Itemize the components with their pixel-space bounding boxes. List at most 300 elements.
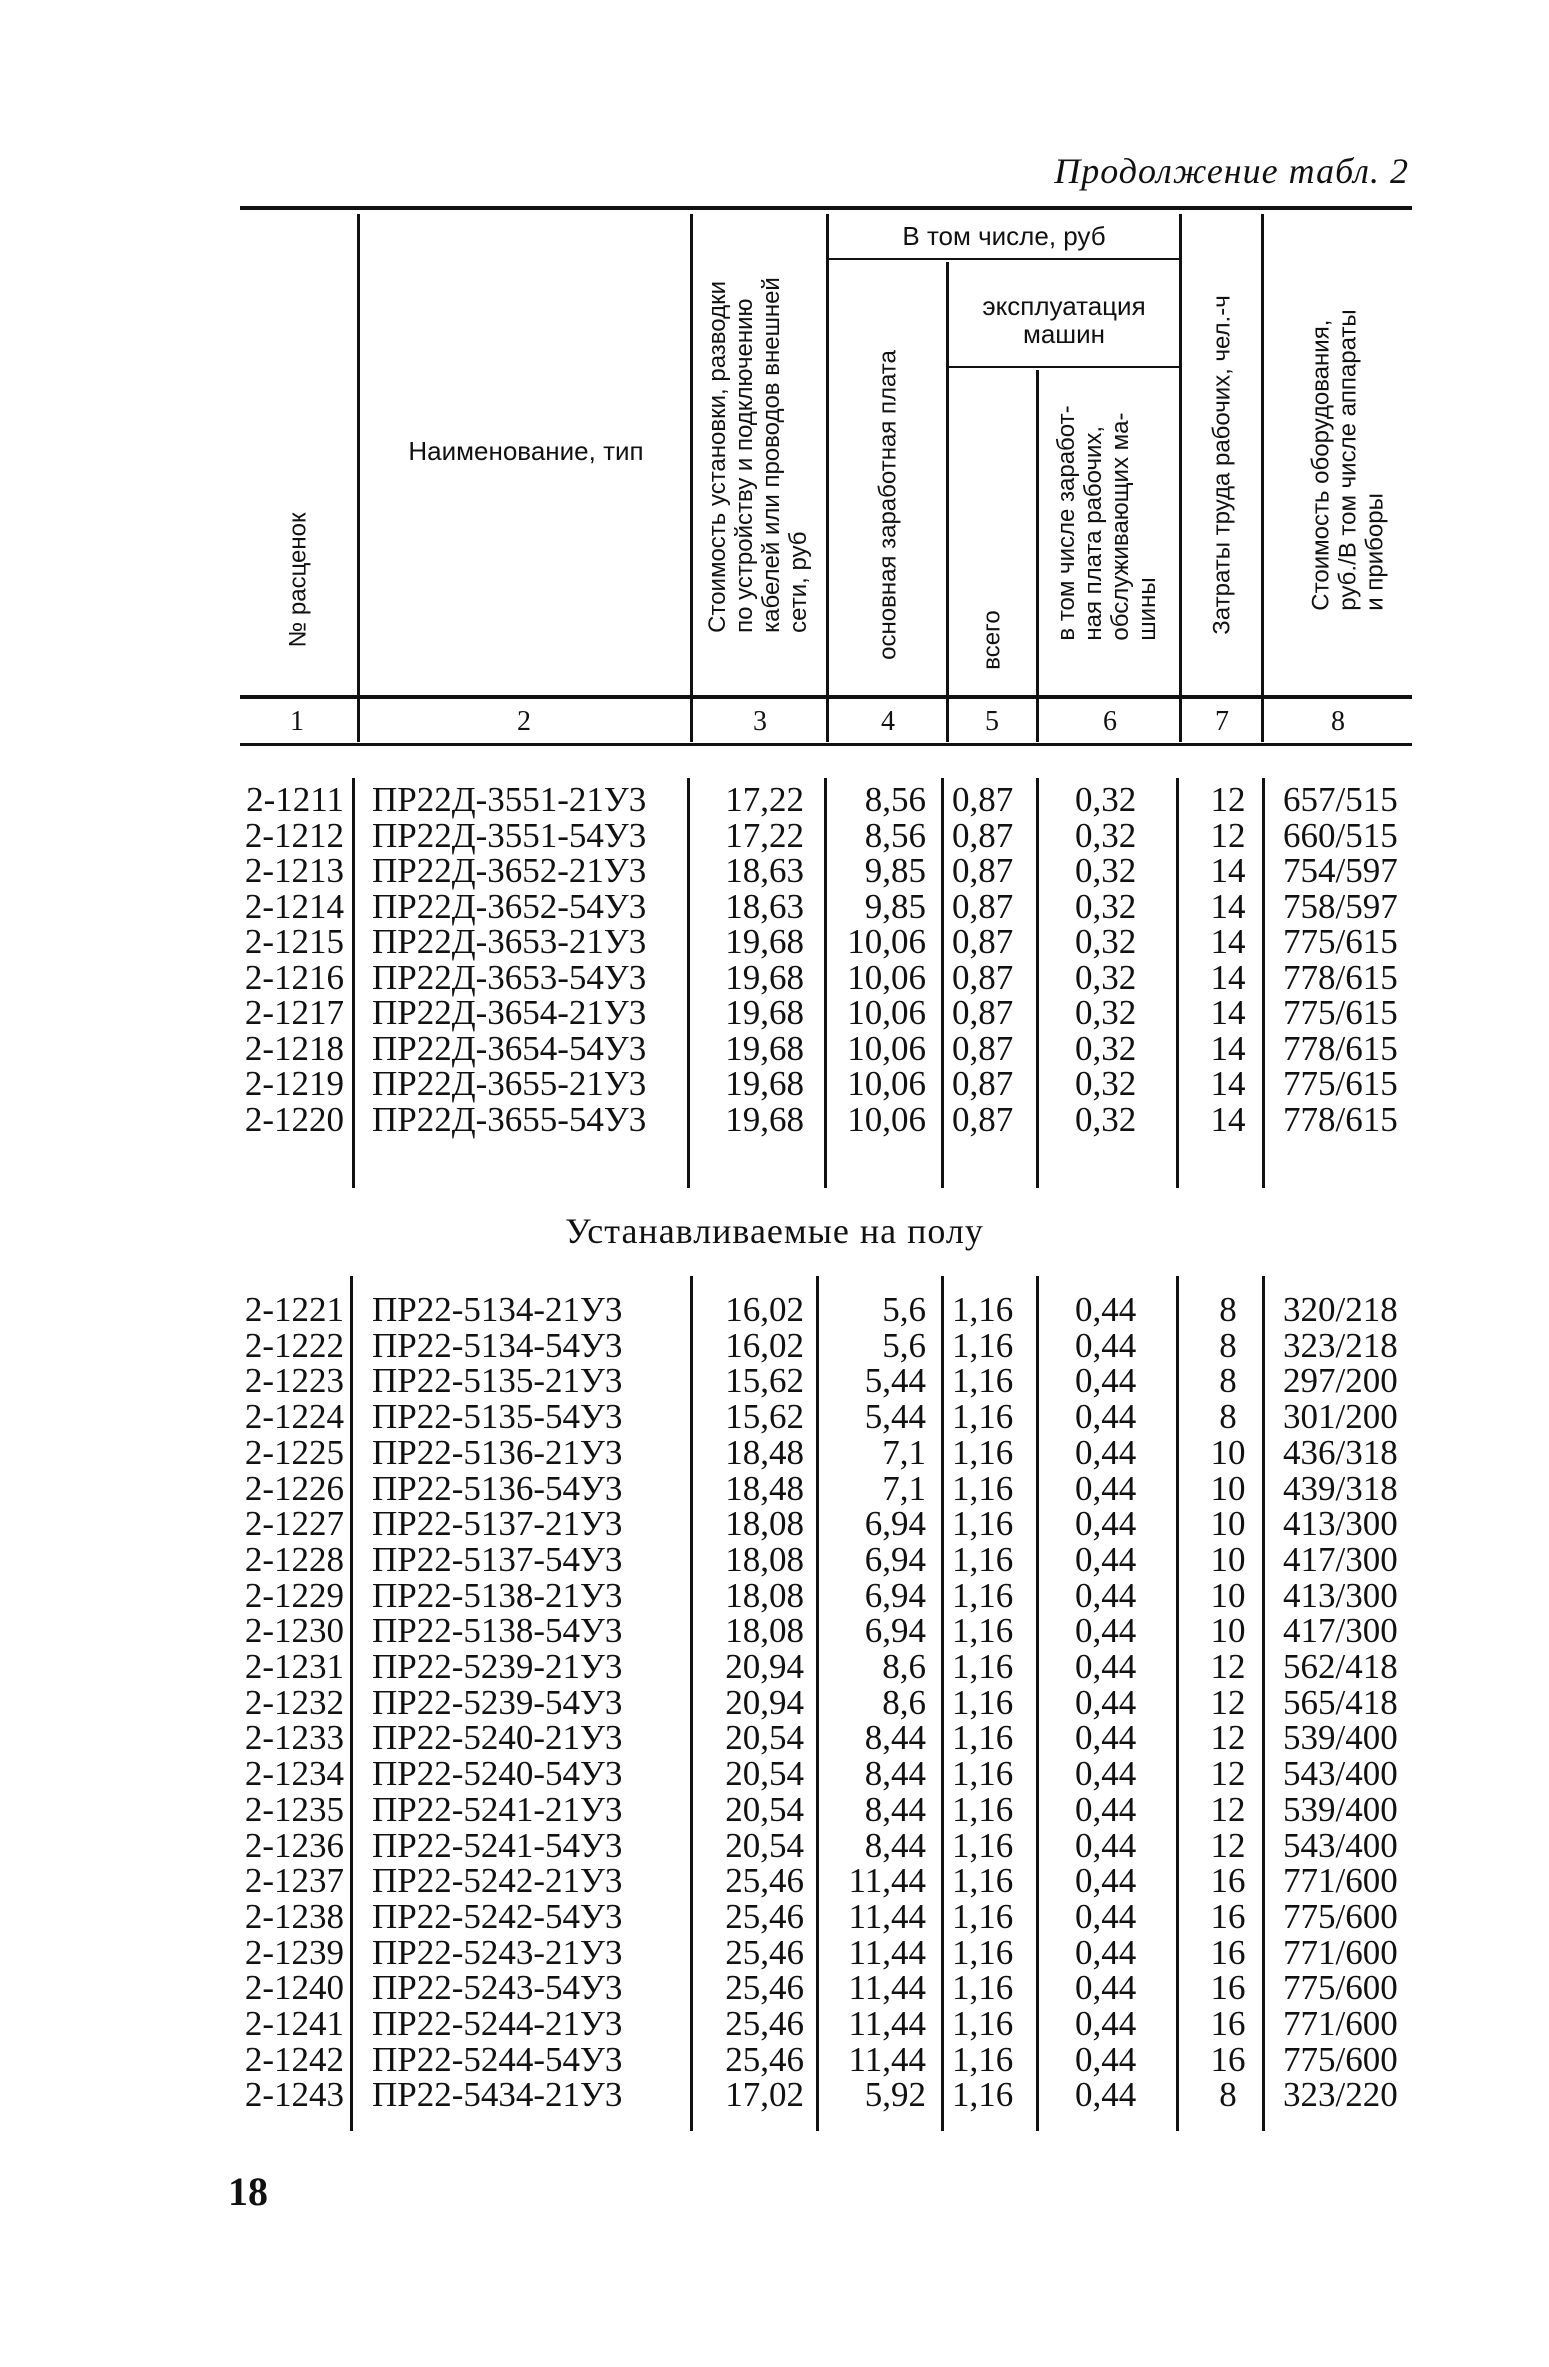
cell-machines-wage: 0,44 (1075, 1647, 1137, 1686)
cell-equipment-cost: 323/218 (1283, 1325, 1398, 1365)
cell-labor-hours: 16 (1210, 1968, 1246, 2008)
table-row (0, 780, 1549, 819)
cell-labor-hours: 10 (1210, 1432, 1246, 1472)
cell-base-wage: 9,85 (864, 886, 926, 926)
table-row (0, 1064, 1549, 1103)
cell-labor-hours: 8 (1219, 1290, 1237, 1329)
cell-labor-hours: 12 (1210, 1789, 1246, 1829)
cell-machines-total: 1,16 (952, 1432, 1014, 1472)
cell-labor-hours: 14 (1210, 922, 1246, 961)
cell-rate-number: 2-1213 (244, 851, 344, 890)
header-col8: Стоимость оборудования, руб./В том числе аппараты и приборы (1307, 309, 1389, 611)
cell-machines-total: 1,16 (952, 1575, 1014, 1615)
cell-labor-hours: 14 (1210, 1064, 1246, 1103)
cell-labor-hours: 8 (1219, 2075, 1237, 2115)
cell-name-type: ПР22-5137-54У3 (372, 1539, 623, 1579)
cell-base-wage: 8,44 (864, 1718, 926, 1758)
cell-machines-total: 1,16 (952, 1647, 1014, 1686)
cell-install-cost: 18,48 (725, 1432, 804, 1472)
cell-machines-total: 0,87 (952, 780, 1014, 819)
cell-labor-hours: 16 (1210, 2004, 1246, 2043)
cell-machines-total: 0,87 (952, 922, 1014, 961)
cell-rate-number: 2-1233 (244, 1718, 344, 1758)
cell-machines-wage: 0,44 (1075, 1539, 1137, 1579)
cell-rate-number: 2-1240 (244, 1968, 344, 2008)
cell-equipment-cost: 775/615 (1283, 1064, 1398, 1103)
cell-labor-hours: 16 (1210, 1861, 1246, 1901)
cell-rate-number: 2-1230 (244, 1611, 344, 1651)
header-subgroup: эксплуатация машин (982, 291, 1146, 349)
cell-equipment-cost: 775/615 (1283, 993, 1398, 1032)
cell-name-type: ПР22-5136-54У3 (372, 1468, 623, 1508)
cell-name-type: ПР22-5242-21У3 (372, 1861, 623, 1901)
table-row (0, 1468, 1549, 1508)
cell-install-cost: 15,62 (725, 1397, 804, 1437)
header-col1: № расценок (284, 512, 312, 648)
cell-rate-number: 2-1223 (244, 1361, 344, 1401)
cell-machines-wage: 0,44 (1075, 1682, 1137, 1722)
cell-machines-wage: 0,32 (1075, 993, 1137, 1032)
cell-machines-total: 1,16 (952, 1968, 1014, 2008)
cell-machines-total: 0,87 (952, 1028, 1014, 1068)
cell-equipment-cost: 775/600 (1283, 1896, 1398, 1936)
cell-rate-number: 2-1227 (244, 1504, 344, 1544)
cell-name-type: ПР22-5134-21У3 (372, 1290, 623, 1329)
cell-equipment-cost: 323/220 (1283, 2075, 1398, 2115)
cell-equipment-cost: 417/300 (1283, 1539, 1398, 1579)
table-row (0, 1504, 1549, 1544)
cell-base-wage: 10,06 (847, 1064, 926, 1103)
col-number-3: 3 (753, 706, 767, 737)
cell-machines-total: 1,16 (952, 2075, 1014, 2115)
cell-machines-total: 0,87 (952, 957, 1014, 997)
cell-machines-wage: 0,44 (1075, 1861, 1137, 1901)
cell-name-type: ПР22-5135-21У3 (372, 1361, 623, 1401)
table-row (0, 1647, 1549, 1686)
table-row (0, 1896, 1549, 1936)
cell-install-cost: 17,22 (725, 780, 804, 819)
cell-equipment-cost: 771/600 (1283, 2004, 1398, 2043)
cell-labor-hours: 16 (1210, 1896, 1246, 1936)
cell-equipment-cost: 539/400 (1283, 1718, 1398, 1758)
cell-rate-number: 2-1242 (244, 2039, 344, 2079)
cell-rate-number: 2-1228 (244, 1539, 344, 1579)
header-col2: Наименование, тип (408, 436, 644, 466)
cell-base-wage: 11,44 (848, 1968, 926, 2008)
cell-machines-total: 0,87 (952, 815, 1014, 855)
cell-base-wage: 11,44 (848, 1932, 926, 1972)
table-row (0, 851, 1549, 890)
cell-install-cost: 25,46 (725, 2039, 804, 2079)
cell-equipment-cost: 301/200 (1283, 1397, 1398, 1437)
cell-equipment-cost: 775/615 (1283, 922, 1398, 961)
cell-base-wage: 11,44 (848, 1861, 926, 1901)
cell-labor-hours: 14 (1210, 957, 1246, 997)
cell-equipment-cost: 417/300 (1283, 1611, 1398, 1651)
header-vline-3 (826, 214, 829, 742)
cell-machines-total: 1,16 (952, 1861, 1014, 1901)
cell-labor-hours: 10 (1210, 1468, 1246, 1508)
cell-machines-wage: 0,44 (1075, 1468, 1137, 1508)
cell-rate-number: 2-1234 (244, 1754, 344, 1794)
cell-name-type: ПР22-5240-21У3 (372, 1718, 623, 1758)
cell-equipment-cost: 413/300 (1283, 1575, 1398, 1615)
numbers-bottom-rule (240, 743, 1412, 746)
cell-machines-total: 0,87 (952, 1099, 1014, 1139)
cell-machines-wage: 0,44 (1075, 1754, 1137, 1794)
cell-equipment-cost: 320/218 (1283, 1290, 1398, 1329)
cell-install-cost: 19,68 (725, 957, 804, 997)
header-vline-4 (946, 262, 949, 742)
cell-name-type: ПР22-5137-21У3 (372, 1504, 623, 1544)
cell-name-type: ПР22Д-3652-54У3 (372, 886, 647, 926)
cell-name-type: ПР22Д-3655-21У3 (372, 1064, 647, 1103)
table-row (0, 815, 1549, 855)
cell-rate-number: 2-1229 (244, 1575, 344, 1615)
cell-base-wage: 8,44 (864, 1825, 926, 1865)
cell-machines-total: 1,16 (952, 1361, 1014, 1401)
cell-equipment-cost: 543/400 (1283, 1825, 1398, 1865)
cell-rate-number: 2-1215 (244, 922, 344, 961)
cell-machines-total: 0,87 (952, 886, 1014, 926)
cell-machines-wage: 0,32 (1075, 1028, 1137, 1068)
cell-install-cost: 18,08 (725, 1611, 804, 1651)
cell-equipment-cost: 778/615 (1283, 1099, 1398, 1139)
table-row (0, 1611, 1549, 1651)
cell-install-cost: 18,08 (725, 1504, 804, 1544)
cell-base-wage: 10,06 (847, 957, 926, 997)
cell-equipment-cost: 660/515 (1283, 815, 1398, 855)
cell-machines-total: 1,16 (952, 1468, 1014, 1508)
cell-install-cost: 16,02 (725, 1290, 804, 1329)
cell-name-type: ПР22-5241-54У3 (372, 1825, 623, 1865)
cell-base-wage: 5,6 (882, 1290, 926, 1329)
col-number-7: 7 (1215, 706, 1229, 737)
cell-rate-number: 2-1237 (244, 1861, 344, 1901)
table-row (0, 1754, 1549, 1794)
cell-install-cost: 18,63 (725, 851, 804, 890)
cell-machines-total: 0,87 (952, 993, 1014, 1032)
cell-name-type: ПР22Д-3654-54У3 (372, 1028, 647, 1068)
cell-labor-hours: 12 (1210, 1754, 1246, 1794)
cell-machines-wage: 0,44 (1075, 2075, 1137, 2115)
cell-base-wage: 8,6 (882, 1647, 926, 1686)
cell-machines-wage: 0,44 (1075, 1718, 1137, 1758)
cell-labor-hours: 10 (1210, 1575, 1246, 1615)
table-row (0, 886, 1549, 926)
cell-name-type: ПР22Д-3551-21У3 (372, 780, 647, 819)
cell-machines-total: 1,16 (952, 1932, 1014, 1972)
header-col5: всего (978, 610, 1006, 670)
continuation-caption: Продолжение табл. 2 (1054, 151, 1409, 191)
cell-install-cost: 17,02 (725, 2075, 804, 2115)
cell-name-type: ПР22Д-3551-54У3 (372, 815, 647, 855)
cell-install-cost: 19,68 (725, 1099, 804, 1139)
cell-labor-hours: 8 (1219, 1361, 1237, 1401)
cell-labor-hours: 12 (1210, 1718, 1246, 1758)
cell-machines-total: 1,16 (952, 1825, 1014, 1865)
cell-name-type: ПР22-5138-54У3 (372, 1611, 623, 1651)
cell-machines-wage: 0,32 (1075, 886, 1137, 926)
header-col3: Стоимость установки, разводки по устройству и подключению кабелей или проводов внешней сети, руб (704, 277, 812, 633)
col-number-1: 1 (290, 706, 304, 737)
cell-machines-wage: 0,32 (1075, 1099, 1137, 1139)
cell-name-type: ПР22-5239-54У3 (372, 1682, 623, 1722)
cell-equipment-cost: 565/418 (1283, 1682, 1398, 1722)
cell-base-wage: 7,1 (882, 1432, 926, 1472)
table-row (0, 1397, 1549, 1437)
cell-rate-number: 2-1211 (246, 780, 344, 819)
cell-name-type: ПР22Д-3653-21У3 (372, 922, 647, 961)
table-row (0, 1539, 1549, 1579)
cell-labor-hours: 12 (1210, 1682, 1246, 1722)
cell-labor-hours: 12 (1210, 815, 1246, 855)
header-vline-5 (1036, 370, 1039, 742)
cell-base-wage: 11,44 (848, 1896, 926, 1936)
cell-base-wage: 6,94 (864, 1539, 926, 1579)
cell-rate-number: 2-1232 (244, 1682, 344, 1722)
cell-labor-hours: 10 (1210, 1539, 1246, 1579)
cell-machines-wage: 0,44 (1075, 2004, 1137, 2043)
header-group: В том числе, руб (902, 221, 1106, 251)
cell-machines-wage: 0,32 (1075, 957, 1137, 997)
cell-install-cost: 20,54 (725, 1789, 804, 1829)
cell-rate-number: 2-1239 (244, 1932, 344, 1972)
cell-equipment-cost: 778/615 (1283, 957, 1398, 997)
cell-machines-total: 1,16 (952, 1290, 1014, 1329)
col-number-8: 8 (1331, 706, 1345, 737)
header-vline-7 (1261, 214, 1264, 742)
col-number-6: 6 (1103, 706, 1117, 737)
cell-install-cost: 25,46 (725, 2004, 804, 2043)
table-row (0, 1575, 1549, 1615)
table-row (0, 1682, 1549, 1722)
cell-base-wage: 11,44 (848, 2004, 926, 2043)
cell-labor-hours: 14 (1210, 851, 1246, 890)
table-row (0, 1325, 1549, 1365)
cell-machines-wage: 0,44 (1075, 1397, 1137, 1437)
cell-rate-number: 2-1216 (244, 957, 344, 997)
table-top-rule (240, 206, 1412, 210)
cell-install-cost: 25,46 (725, 1932, 804, 1972)
cell-labor-hours: 10 (1210, 1504, 1246, 1544)
cell-machines-wage: 0,44 (1075, 2039, 1137, 2079)
table-row (0, 993, 1549, 1032)
cell-rate-number: 2-1231 (244, 1647, 344, 1686)
cell-labor-hours: 8 (1219, 1397, 1237, 1437)
cell-machines-total: 1,16 (952, 1504, 1014, 1544)
cell-labor-hours: 14 (1210, 1099, 1246, 1139)
group-header-rule (827, 258, 1179, 260)
header-col6: в том числе заработ- ная плата рабочих, обслуживающих ма- шины (1053, 405, 1161, 641)
cell-equipment-cost: 436/318 (1283, 1432, 1398, 1472)
cell-machines-total: 1,16 (952, 1682, 1014, 1722)
cell-labor-hours: 16 (1210, 2039, 1246, 2079)
cell-machines-wage: 0,44 (1075, 1932, 1137, 1972)
cell-machines-wage: 0,44 (1075, 1504, 1137, 1544)
cell-base-wage: 10,06 (847, 922, 926, 961)
cell-labor-hours: 12 (1210, 1825, 1246, 1865)
cell-base-wage: 10,06 (847, 1099, 926, 1139)
table-row (0, 1968, 1549, 2008)
table-row (0, 1432, 1549, 1472)
cell-name-type: ПР22-5136-21У3 (372, 1432, 623, 1472)
cell-machines-wage: 0,44 (1075, 1896, 1137, 1936)
cell-base-wage: 8,56 (864, 815, 926, 855)
table-row (0, 2039, 1549, 2079)
cell-base-wage: 7,1 (882, 1468, 926, 1508)
cell-rate-number: 2-1212 (244, 815, 344, 855)
cell-name-type: ПР22Д-3654-21У3 (372, 993, 647, 1032)
table-row (0, 1932, 1549, 1972)
cell-equipment-cost: 543/400 (1283, 1754, 1398, 1794)
cell-install-cost: 25,46 (725, 1861, 804, 1901)
cell-name-type: ПР22-5243-21У3 (372, 1932, 623, 1972)
table-row (0, 1099, 1549, 1139)
cell-name-type: ПР22-5240-54У3 (372, 1754, 623, 1794)
cell-base-wage: 5,92 (864, 2075, 926, 2115)
cell-base-wage: 6,94 (864, 1575, 926, 1615)
cell-install-cost: 20,94 (725, 1682, 804, 1722)
cell-install-cost: 20,54 (725, 1754, 804, 1794)
cell-machines-total: 1,16 (952, 2004, 1014, 2043)
cell-machines-wage: 0,32 (1075, 851, 1137, 890)
cell-machines-wage: 0,44 (1075, 1290, 1137, 1329)
cell-base-wage: 5,44 (864, 1361, 926, 1401)
cell-base-wage: 6,94 (864, 1611, 926, 1651)
cell-install-cost: 19,68 (725, 1028, 804, 1068)
cell-rate-number: 2-1219 (244, 1064, 344, 1103)
cell-equipment-cost: 771/600 (1283, 1932, 1398, 1972)
cell-rate-number: 2-1221 (244, 1290, 344, 1329)
cell-machines-total: 1,16 (952, 1397, 1014, 1437)
cell-machines-wage: 0,44 (1075, 1825, 1137, 1865)
header-col4: основная заработная плата (874, 350, 902, 660)
header-col7: Затраты труда рабочих, чел.-ч (1208, 295, 1236, 635)
cell-rate-number: 2-1225 (244, 1432, 344, 1472)
cell-base-wage: 6,94 (864, 1504, 926, 1544)
cell-labor-hours: 14 (1210, 993, 1246, 1032)
cell-install-cost: 18,08 (725, 1539, 804, 1579)
cell-name-type: ПР22-5135-54У3 (372, 1397, 623, 1437)
cell-base-wage: 5,6 (882, 1325, 926, 1365)
table-row (0, 1718, 1549, 1758)
cell-base-wage: 8,44 (864, 1789, 926, 1829)
cell-equipment-cost: 562/418 (1283, 1647, 1398, 1686)
cell-equipment-cost: 539/400 (1283, 1789, 1398, 1829)
cell-install-cost: 25,46 (725, 1896, 804, 1936)
cell-rate-number: 2-1241 (244, 2004, 344, 2043)
table-row (0, 2004, 1549, 2043)
section-title: Устанавливаемые на полу (565, 1211, 984, 1251)
header-vline-2 (690, 214, 693, 742)
table-row (0, 2075, 1549, 2115)
cell-rate-number: 2-1214 (244, 886, 344, 926)
cell-base-wage: 8,6 (882, 1682, 926, 1722)
table-row (0, 1290, 1549, 1329)
cell-install-cost: 20,54 (725, 1718, 804, 1758)
header-vline-1 (357, 214, 360, 742)
cell-base-wage: 8,44 (864, 1754, 926, 1794)
cell-name-type: ПР22-5241-21У3 (372, 1789, 623, 1829)
cell-labor-hours: 8 (1219, 1325, 1237, 1365)
cell-rate-number: 2-1218 (244, 1028, 344, 1068)
cell-rate-number: 2-1224 (244, 1397, 344, 1437)
cell-install-cost: 18,08 (725, 1575, 804, 1615)
cell-machines-total: 1,16 (952, 1896, 1014, 1936)
cell-name-type: ПР22-5244-54У3 (372, 2039, 623, 2079)
cell-name-type: ПР22Д-3652-21У3 (372, 851, 647, 890)
cell-equipment-cost: 771/600 (1283, 1861, 1398, 1901)
cell-machines-wage: 0,44 (1075, 1432, 1137, 1472)
col-number-4: 4 (881, 706, 895, 737)
cell-machines-total: 1,16 (952, 1611, 1014, 1651)
cell-rate-number: 2-1222 (244, 1325, 344, 1365)
cell-install-cost: 15,62 (725, 1361, 804, 1401)
cell-rate-number: 2-1238 (244, 1896, 344, 1936)
cell-name-type: ПР22-5243-54У3 (372, 1968, 623, 2008)
subgroup-header-rule (947, 366, 1179, 368)
cell-base-wage: 8,56 (864, 780, 926, 819)
cell-name-type: ПР22Д-3653-54У3 (372, 957, 647, 997)
table-row (0, 957, 1549, 997)
cell-install-cost: 19,68 (725, 922, 804, 961)
cell-machines-wage: 0,32 (1075, 1064, 1137, 1103)
cell-machines-wage: 0,44 (1075, 1789, 1137, 1829)
col-number-5: 5 (985, 706, 999, 737)
cell-install-cost: 18,48 (725, 1468, 804, 1508)
cell-install-cost: 17,22 (725, 815, 804, 855)
cell-name-type: ПР22-5239-21У3 (372, 1647, 623, 1686)
cell-rate-number: 2-1217 (244, 993, 344, 1032)
cell-equipment-cost: 775/600 (1283, 1968, 1398, 2008)
table-row (0, 1789, 1549, 1829)
cell-machines-total: 1,16 (952, 1325, 1014, 1365)
cell-machines-total: 0,87 (952, 1064, 1014, 1103)
cell-equipment-cost: 778/615 (1283, 1028, 1398, 1068)
cell-machines-total: 1,16 (952, 1718, 1014, 1758)
cell-name-type: ПР22-5434-21У3 (372, 2075, 623, 2115)
cell-base-wage: 9,85 (864, 851, 926, 890)
cell-machines-total: 1,16 (952, 1539, 1014, 1579)
table-row (0, 1028, 1549, 1068)
cell-rate-number: 2-1235 (244, 1789, 344, 1829)
page-number: 18 (228, 2169, 268, 2214)
cell-labor-hours: 14 (1210, 886, 1246, 926)
cell-machines-total: 1,16 (952, 1754, 1014, 1794)
cell-labor-hours: 12 (1210, 780, 1246, 819)
cell-equipment-cost: 775/600 (1283, 2039, 1398, 2079)
table-row (0, 922, 1549, 961)
cell-machines-total: 0,87 (952, 851, 1014, 890)
cell-equipment-cost: 754/597 (1283, 851, 1398, 890)
cell-machines-wage: 0,44 (1075, 1968, 1137, 2008)
cell-equipment-cost: 439/318 (1283, 1468, 1398, 1508)
cell-machines-total: 1,16 (952, 2039, 1014, 2079)
cell-name-type: ПР22-5134-54У3 (372, 1325, 623, 1365)
cell-install-cost: 25,46 (725, 1968, 804, 2008)
cell-machines-wage: 0,44 (1075, 1575, 1137, 1615)
cell-install-cost: 20,94 (725, 1647, 804, 1686)
cell-equipment-cost: 657/515 (1283, 780, 1398, 819)
cell-labor-hours: 10 (1210, 1611, 1246, 1651)
table-row (0, 1825, 1549, 1865)
cell-base-wage: 10,06 (847, 1028, 926, 1068)
cell-labor-hours: 14 (1210, 1028, 1246, 1068)
cell-machines-wage: 0,44 (1075, 1361, 1137, 1401)
cell-base-wage: 5,44 (864, 1397, 926, 1437)
cell-name-type: ПР22-5138-21У3 (372, 1575, 623, 1615)
